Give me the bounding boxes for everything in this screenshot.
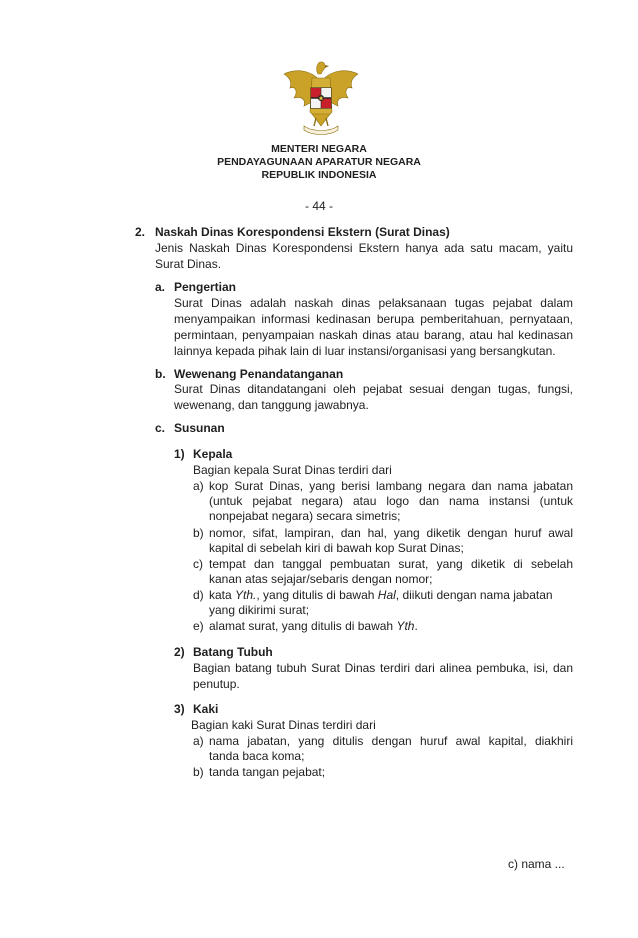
item-marker: 3)	[174, 702, 185, 716]
header-line-1: MENTERI NEGARA	[271, 143, 367, 155]
subsection-title: Susunan	[174, 421, 225, 435]
list-marker: b)	[193, 526, 204, 540]
list-line: nama jabatan, yang ditulis dengan huruf awal kapital, diakhiri	[209, 734, 573, 748]
list-text: alamat surat, yang ditulis di bawah	[209, 619, 397, 633]
list-marker: a)	[193, 479, 204, 493]
paragraph-line: lainnya kepada pihak lain di luar instansi/organisasi yang bersangkutan.	[174, 344, 556, 358]
item-marker: 1)	[174, 447, 185, 461]
list-line: nonpejabat negara) secara simetris;	[209, 509, 401, 523]
header-line-2: PENDAYAGUNAAN APARATUR NEGARA	[217, 156, 421, 168]
subsection-title: Pengertian	[174, 280, 237, 294]
page-number: - 44 -	[304, 199, 333, 213]
list-line: tanda baca koma;	[209, 749, 305, 763]
list-marker: e)	[193, 619, 204, 633]
list-line	[209, 619, 418, 633]
paragraph-line: menyampaikan informasi kedinasan berupa pemberitahuan, pernyataan,	[174, 312, 573, 326]
list-line: kanan atas sejajar/sebaris dengan nomor;	[209, 572, 433, 586]
section-intro-line: Surat Dinas.	[155, 257, 222, 271]
list-marker: b)	[193, 765, 204, 779]
section-intro-line: Jenis Naskah Dinas Korespondensi Ekstern hanya ada satu macam, yaitu	[155, 241, 573, 255]
section-title: Naskah Dinas Korespondensi Ekstern (Surat Dinas)	[155, 225, 450, 239]
subsection-marker: a.	[155, 280, 166, 294]
list-text-italic: Yth.	[235, 588, 257, 602]
paragraph-line: penutup.	[193, 677, 240, 691]
item-marker: 2)	[174, 645, 185, 659]
subsection-marker: c.	[155, 421, 166, 435]
section-number: 2.	[135, 225, 146, 239]
list-line: kop Surat Dinas, yang berisi lambang negara dan nama jabatan	[209, 479, 573, 493]
list-text: , yang ditulis di bawah	[256, 588, 378, 602]
list-text-italic: Yth	[396, 619, 415, 633]
paragraph-line: permintaan, penyampaian naskah dinas atau barang, atau hal kedinasan	[174, 328, 573, 342]
list-text-italic: Hal	[377, 588, 396, 602]
list-line: (untuk pejabat negara) atau logo dan nama instansi (untuk	[209, 494, 573, 508]
list-line: nomor, sifat, lampiran, dan hal, yang diketik dengan huruf awal	[209, 526, 573, 540]
paragraph-line: Surat Dinas ditandatangani oleh pejabat sesuai dengan tugas, fungsi,	[174, 382, 573, 396]
paragraph-line: wewenang, dan tanggung jawabnya.	[174, 398, 369, 412]
list-marker: a)	[193, 734, 204, 748]
list-marker: d)	[193, 588, 204, 602]
list-text: kata	[209, 588, 236, 602]
list-line: tempat dan tanggal pembuatan surat, yang diketik di sebelah	[209, 557, 573, 571]
list-text: .	[414, 619, 418, 633]
list-line	[209, 588, 573, 602]
page-footer-continuation: c) nama ...	[508, 857, 565, 871]
item-title: Kepala	[193, 447, 233, 461]
paragraph-line: Bagian batang tubuh Surat Dinas terdiri dari alinea pembuka, isi, dan	[193, 661, 573, 675]
paragraph-line: Surat Dinas adalah naskah dinas pelaksanaan tugas pejabat dalam	[174, 296, 573, 310]
subsection-title: Wewenang Penandatanganan	[174, 367, 344, 381]
item-title: Batang Tubuh	[193, 645, 273, 659]
list-line: kapital di sebelah kiri di bawah kop Surat Dinas;	[209, 541, 464, 555]
header-line-3: REPUBLIK INDONESIA	[261, 169, 377, 181]
item-intro: Bagian kaki Surat Dinas terdiri dari	[191, 718, 376, 732]
subsection-marker: b.	[155, 367, 166, 381]
item-title: Kaki	[193, 702, 219, 716]
list-marker: c)	[193, 557, 203, 571]
item-intro: Bagian kepala Surat Dinas terdiri dari	[193, 463, 392, 477]
list-line: tanda tangan pejabat;	[209, 765, 326, 779]
garuda-emblem	[282, 60, 360, 140]
list-text: , diikuti dengan nama jabatan	[395, 588, 553, 602]
list-line: yang dikirimi surat;	[209, 603, 310, 617]
